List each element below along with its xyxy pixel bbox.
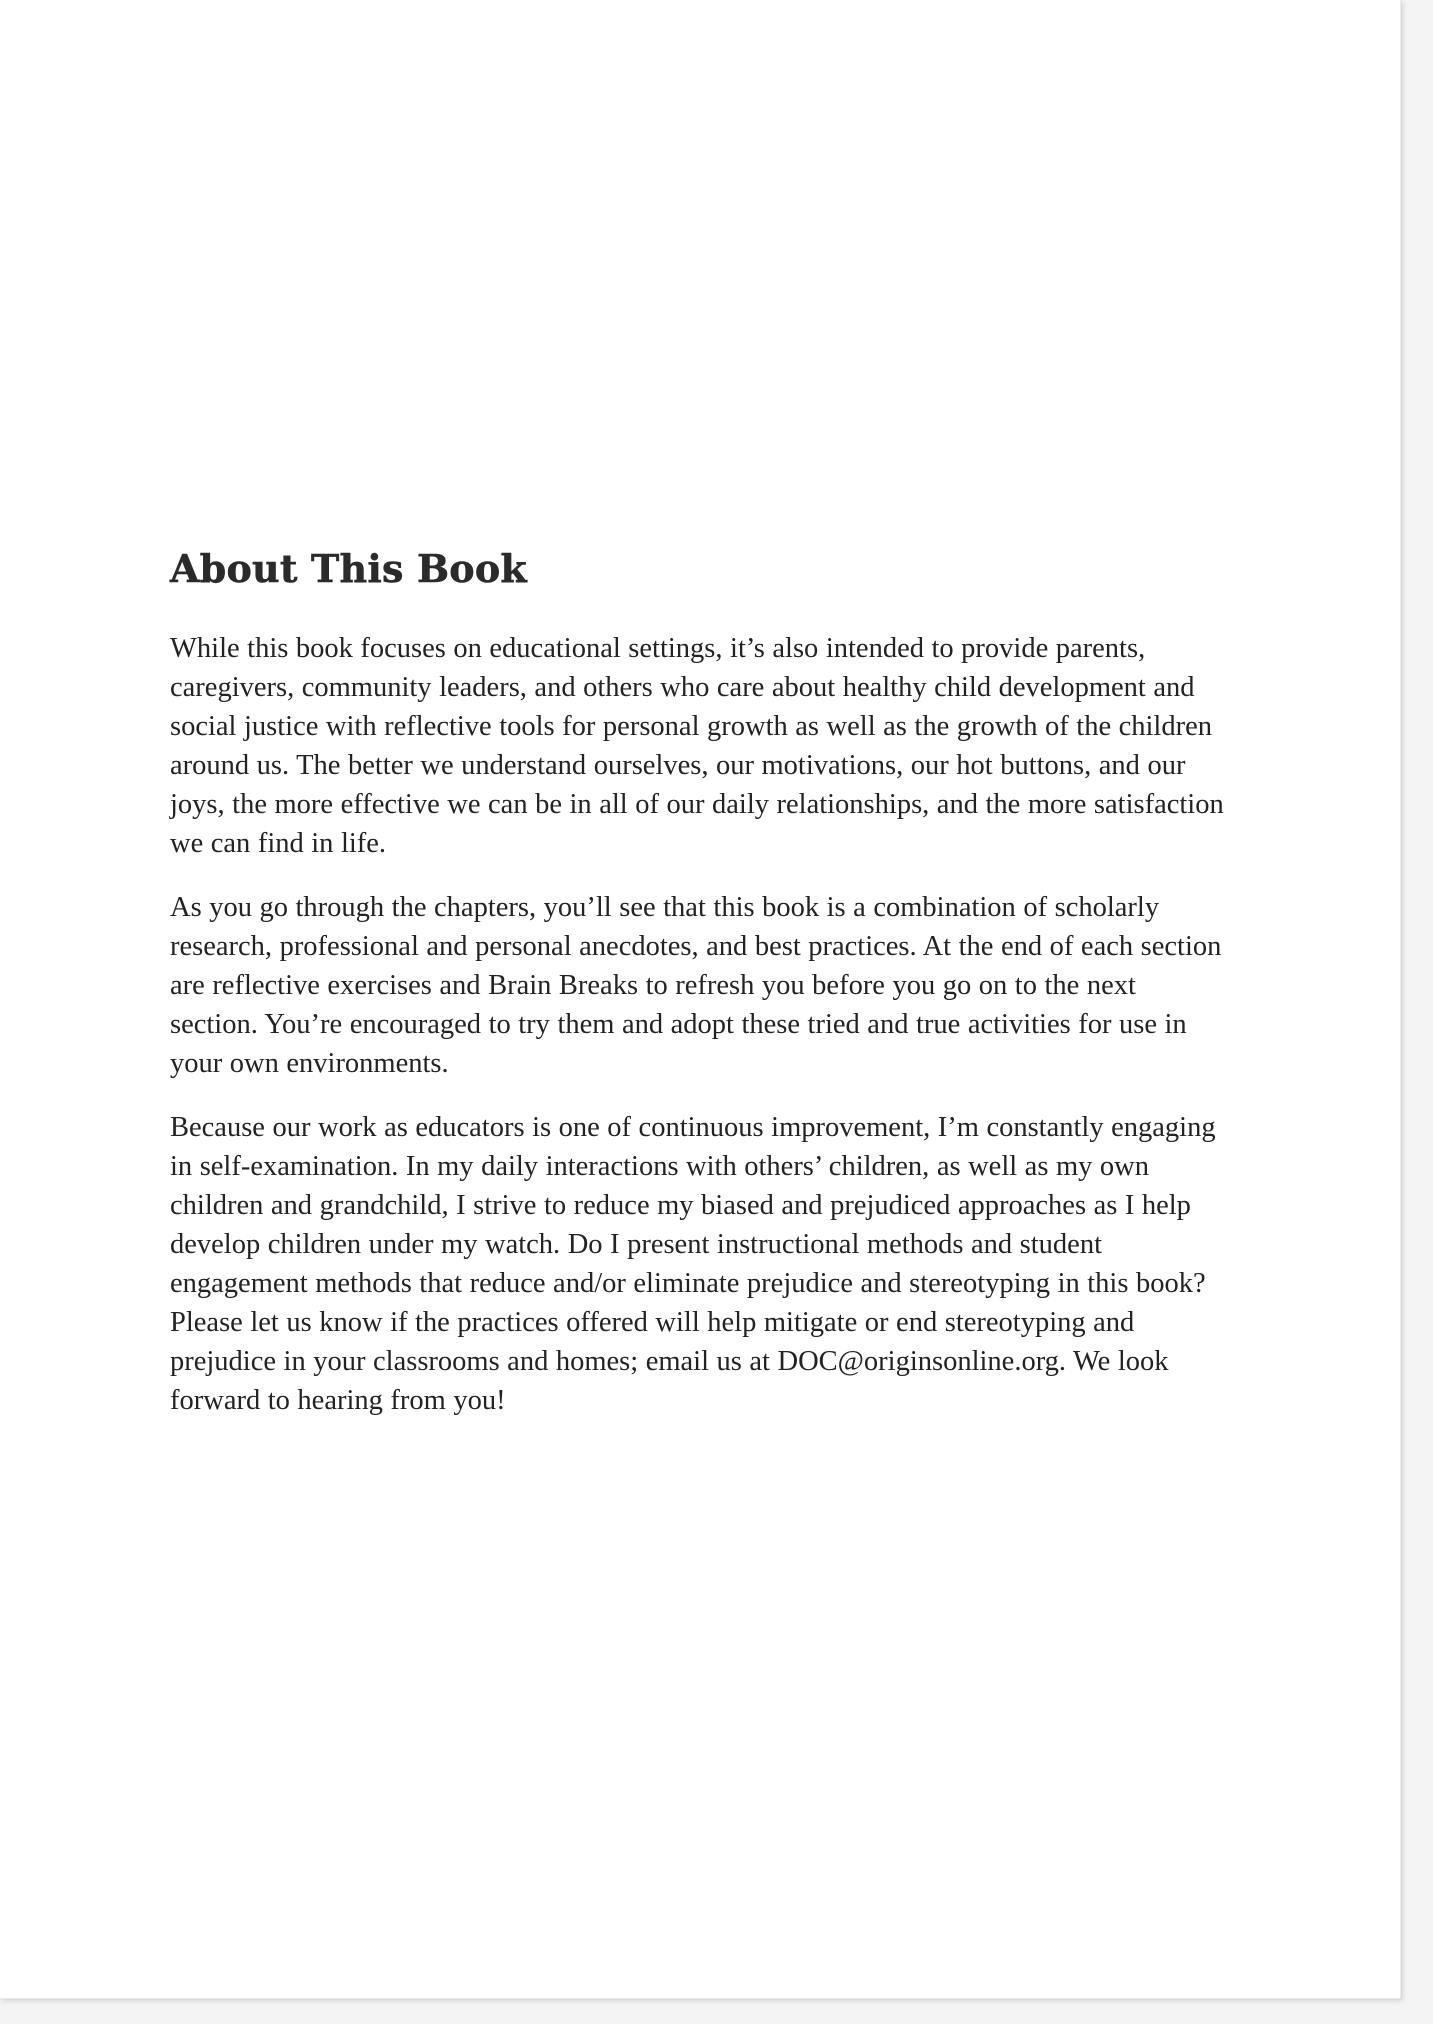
page-title: About This Book [170,546,527,591]
page-edge-right-shadow [1400,0,1402,1999]
body-paragraph-3: Because our work as educators is one of continuous improvement, I’m constantly engaging in self-examination. In my daily interactions with others’ children, as well as my own children and grandchild, I strive to reduce my biased and prejudiced approaches as I help develop children under my watch. Do I present instructional methods and student engagement methods that reduce and/or eliminate prejudice and stereotyping in this book? Please let us know if the practices offered will help mitigate or end stereotyping and prejudice in your classrooms and homes; email us at DOC@originsonline.org. We look forward to hearing from you! [170,1111,1216,1416]
page-edge-bottom-shadow [0,1998,1401,2000]
body-paragraph-1: While this book focuses on educational settings, it’s also intended to provide parents, caregivers, community leaders, and others who care about healthy child development and social justice with reflective tools for personal growth as well as the growth of the children around us. The better we understand ourselves, our motivations, our hot buttons, and our joys, the more effective we can be in all of our daily relationships, and the more satisfaction we can find in life. [170,632,1224,859]
body-paragraph-2: As you go through the chapters, you’ll see that this book is a combination of scholarly research, professional and personal anecdotes, and best practices. At the end of each section are reflective exercises and Brain Breaks to refresh you before you go on to the next section. You’re encouraged to try them and adopt these tried and true activities for use in your own environments. [170,891,1222,1079]
text-column [170,548,1230,1420]
